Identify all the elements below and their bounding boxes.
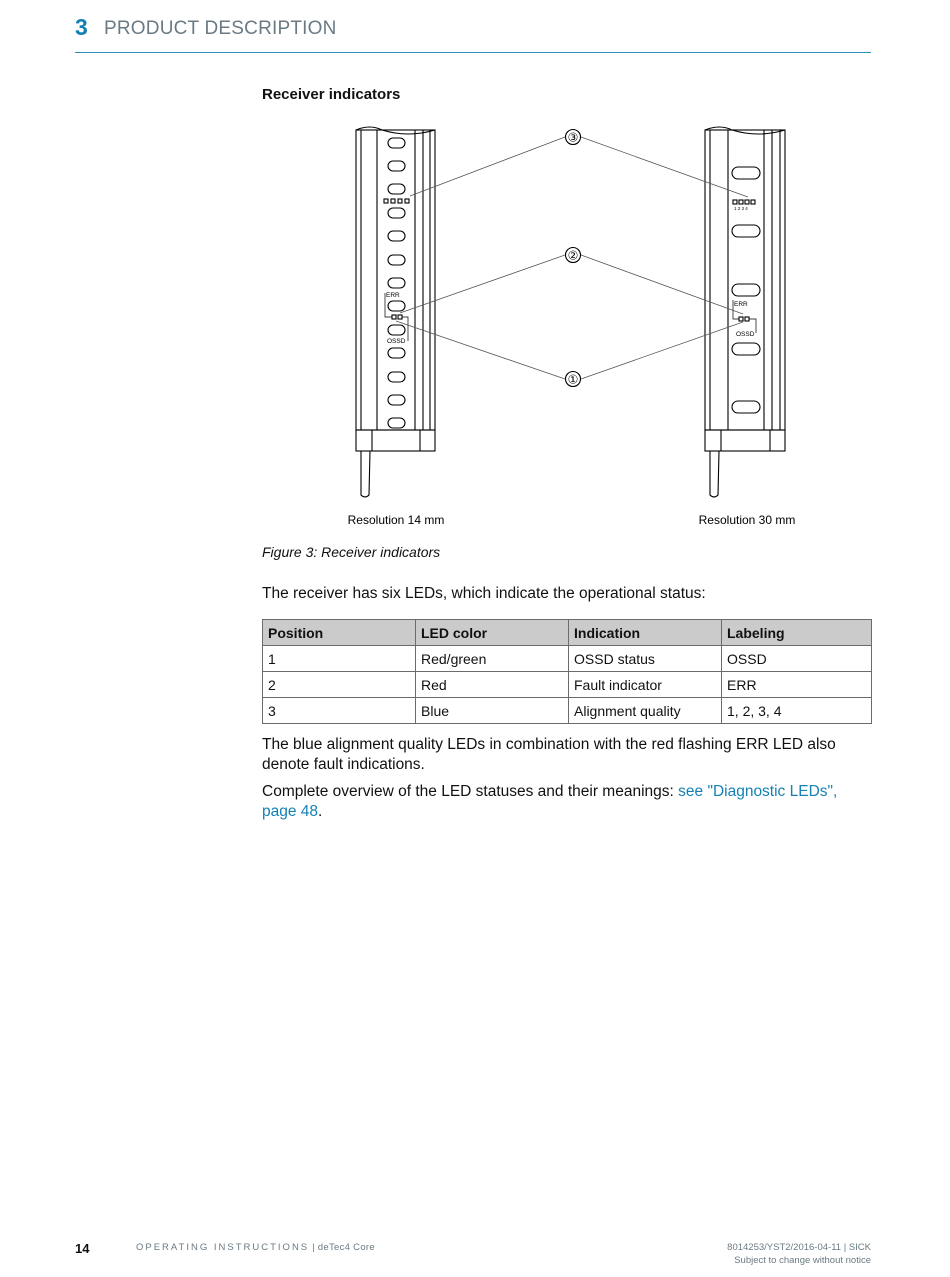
table-cell: OSSD: [722, 646, 872, 672]
table-cell: 3: [263, 698, 416, 724]
callout-3: ③: [567, 130, 579, 145]
intro-paragraph: The receiver has six LEDs, which indicate the operational status:: [262, 585, 706, 602]
receiver-14mm-drawing: [356, 127, 435, 497]
column-header: Labeling: [722, 620, 872, 646]
callout-1: ①: [567, 372, 579, 387]
diagnostic-leds-link[interactable]: see "Diagnostic LEDs", page 48: [262, 783, 838, 820]
column-header: LED color: [416, 620, 569, 646]
figure-caption: Figure 3: Receiver indicators: [262, 544, 441, 560]
right-err-label: ERR: [734, 301, 748, 308]
table-cell: Fault indicator: [569, 672, 722, 698]
left-ossd-label: OSSD: [387, 338, 406, 345]
right-resolution-caption: Resolution 30 mm: [698, 513, 796, 527]
overview-paragraph: [262, 782, 862, 822]
receiver-30mm-drawing: [705, 127, 785, 497]
footer-document-title: [136, 1242, 375, 1253]
table-cell: Red/green: [416, 646, 569, 672]
overview-text: Complete overview of the LED statuses and their meanings:: [262, 783, 679, 800]
left-resolution-caption: Resolution 14 mm: [347, 513, 445, 527]
footer-doc-type: OPERATING INSTRUCTIONS: [136, 1242, 310, 1253]
chapter-number: 3: [75, 14, 88, 40]
page-header: [75, 14, 871, 53]
section-heading: Receiver indicators: [262, 86, 401, 103]
right-ossd-label: OSSD: [736, 331, 755, 338]
right-led-numbers: 1 2 3 4: [734, 206, 748, 211]
fault-indication-paragraph: The blue alignment quality LEDs in combination with the red flashing ERR LED also denote fault indications.: [262, 736, 836, 773]
column-header: Indication: [569, 620, 722, 646]
footer-notice: Subject to change without notice: [734, 1255, 871, 1266]
chapter-title: PRODUCT DESCRIPTION: [104, 18, 337, 39]
table-row: [263, 698, 872, 724]
table-cell: 1, 2, 3, 4: [722, 698, 872, 724]
table-row: [263, 646, 872, 672]
page-number: 14: [75, 1241, 90, 1256]
table-cell: Alignment quality: [569, 698, 722, 724]
receiver-indicators-figure: [330, 118, 820, 533]
table-cell: Red: [416, 672, 569, 698]
table-header-row: [263, 620, 872, 646]
table-cell: Blue: [416, 698, 569, 724]
table-cell: 2: [263, 672, 416, 698]
column-header: Position: [263, 620, 416, 646]
footer-separator: |: [309, 1242, 318, 1253]
table-cell: ERR: [722, 672, 872, 698]
footer-reference: [727, 1241, 871, 1267]
callout-2: ②: [567, 248, 579, 263]
led-table: [262, 619, 872, 724]
table-cell: 1: [263, 646, 416, 672]
footer-doc-ref: 8014253/YST2/2016-04-11 | SICK: [727, 1242, 871, 1253]
left-err-label: ERR: [386, 292, 400, 299]
overview-end: .: [318, 803, 323, 820]
footer-product: deTec4 Core: [317, 1242, 375, 1253]
table-row: [263, 672, 872, 698]
table-cell: OSSD status: [569, 646, 722, 672]
